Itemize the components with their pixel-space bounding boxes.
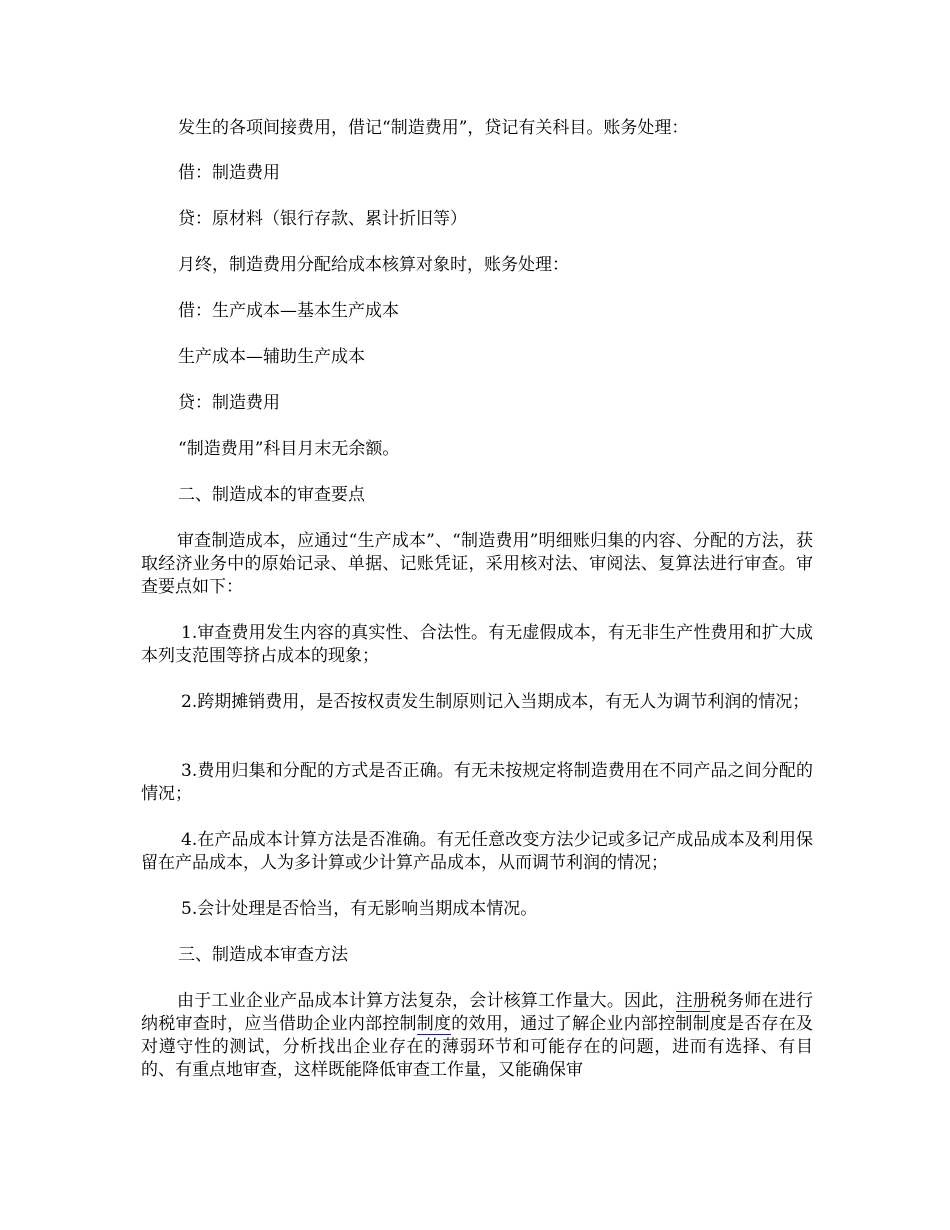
section-heading-2: 二、制造成本的审查要点 (178, 485, 365, 505)
paragraph-debit-credit-intro: 发生的各项间接费用，借记“制造费用”，贷记有关科目。账务处理： (178, 118, 689, 138)
section-heading-3: 三、制造成本审查方法 (178, 945, 348, 965)
review-point-1: 1.审查费用发生内容的真实性、合法性。有无虚假成本，有无非生产性费用和扩大成本列支范围等挤占成本的现象； (141, 623, 813, 666)
note-no-balance: “制造费用”科目月末无余额。 (178, 439, 400, 459)
link-system[interactable]: 制度 (416, 1014, 452, 1034)
review-point-2: 2.跨期摊销费用，是否按权责发生制原则记入当期成本，有无人为调节利润的情况； (181, 692, 810, 712)
paragraph-review-methods (141, 990, 813, 1082)
methods-text-a: 由于工业企业产品成本计算方法复杂，会计核算工作量大。因此， (177, 991, 676, 1011)
entry-debit-manufacturing: 借：制造费用 (178, 163, 280, 183)
entry-auxiliary-production: 生产成本—辅助生产成本 (178, 347, 365, 367)
entry-credit-manufacturing: 贷：制造费用 (178, 393, 280, 413)
review-point-3: 3.费用归集和分配的方式是否正确。有无未按规定将制造费用在不同产品之间分配的情况； (141, 761, 813, 804)
entry-credit-materials: 贷：原材料（银行存款、累计折旧等） (178, 209, 467, 229)
review-point-4: 4.在产品成本计算方法是否准确。有无任意改变方法少记或多记产成品成本及利用保留在产品成本，人为多计算或少计算产品成本，从而调节利润的情况； (141, 830, 813, 873)
methods-text-b: 税务师在进行纳税审查时，应当借助企业内部控制 (141, 991, 814, 1034)
entry-debit-production: 借：生产成本—基本生产成本 (178, 301, 399, 321)
methods-text-c: 的效用，通过了解企业内部控制制度是否存在及对遵守性的测试，分析找出企业存在的薄弱环节和可能存在的问题，进而有选择、有目的、有重点地审查，这样既能降低审查工作量，又能确保审 (141, 1014, 814, 1080)
link-registered[interactable]: 注册 (675, 991, 711, 1011)
paragraph-review-intro: 审查制造成本，应通过“生产成本”、“制造费用”明细账归集的内容、分配的方法，获取经济业务中的原始记录、单据、记账凭证，采用核对法、审阅法、复算法进行审查。审查要点如下： (141, 531, 813, 597)
review-point-5: 5.会计处理是否恰当，有无影响当期成本情况。 (181, 899, 538, 919)
paragraph-month-end: 月终，制造费用分配给成本核算对象时，账务处理： (178, 255, 569, 275)
